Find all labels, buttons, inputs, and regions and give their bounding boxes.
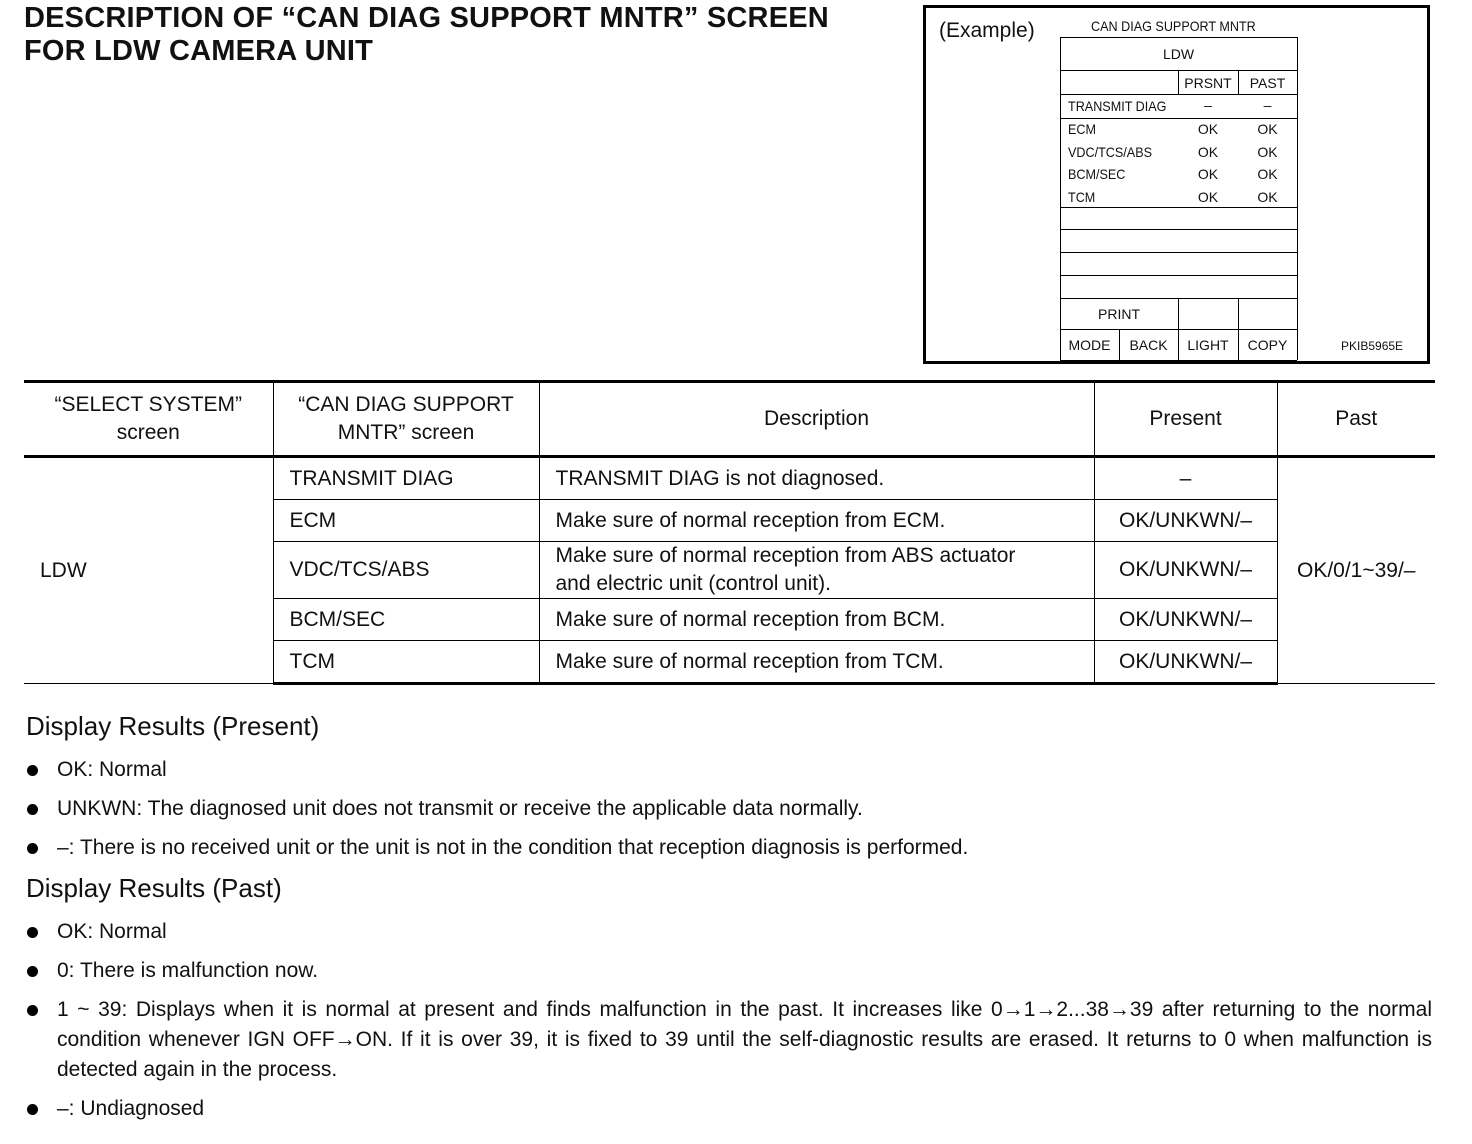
item-cell: BCM/SEC [273,599,539,641]
list-item: –: Undiagnosed [24,1094,1432,1124]
header-description: Description [539,382,1094,457]
present-cell: OK/UNKWN/– [1094,641,1277,684]
list-item: 1 ~ 39: Displays when it is normal at present and finds malfunction in the past. It increases like 0→1→2...38→39 after returning to the normal condition whenever IGN OFF→ON. If it is over 39, it is fixed to 39 until the self-diagnostic results are erased. It returns to 0 when malfunction is detected again in the process. [24,995,1432,1085]
example-system: LDW [1162,46,1195,62]
header-select-system [24,382,273,457]
example-row-present: OK [1197,144,1219,160]
example-col-past: PAST [1249,75,1286,91]
list-item: OK: Normal [24,917,1432,947]
example-row-present: OK [1197,189,1219,205]
description-cell: Make sure of normal reception from BCM. [539,599,1094,641]
table-header-row [24,382,1435,457]
example-print-button: PRINT [1098,306,1140,322]
item-cell: TRANSMIT DIAG [273,457,539,500]
table-row [24,457,1435,500]
present-cell: OK/UNKWN/– [1094,500,1277,542]
list-item: –: There is no received unit or the unit is not in the condition that reception diagnosis is performed. [24,833,968,863]
present-results-heading: Display Results (Present) [26,711,320,741]
past-results-heading: Display Results (Past) [26,873,282,903]
example-illustration [923,5,1430,364]
header-select-system-line-2: screen [116,421,180,444]
page-title-line-1: DESCRIPTION OF “CAN DIAG SUPPORT MNTR” SCREEN [24,2,829,34]
item-cell: TCM [273,641,539,684]
example-screen-title: CAN DIAG SUPPORT MNTR [1091,18,1256,34]
screen-line [1060,94,1297,95]
list-item: OK: Normal [24,755,968,785]
example-back-button: BACK [1129,337,1168,353]
example-copy-button: COPY [1247,337,1288,353]
example-col-present: PRSNT [1184,75,1232,91]
screen-line [1060,229,1297,230]
description-cell: Make sure of normal reception from TCM. [539,641,1094,684]
header-present: Present [1094,382,1277,457]
system-cell: LDW [24,457,273,684]
header-select-system-line-1: “SELECT SYSTEM” [54,393,242,416]
figure-code: PKIB5965E [1341,339,1404,353]
example-row-present: – [1204,97,1212,113]
example-row-name: TCM [1068,189,1096,205]
present-cell: – [1094,457,1277,500]
description-cell [539,542,1094,599]
example-row-name: VDC/TCS/ABS [1068,144,1153,160]
header-can-diag-line-2: MNTR” screen [337,421,475,444]
example-mode-button: MODE [1068,337,1111,353]
example-row-past: OK [1257,144,1278,160]
header-can-diag [273,382,539,457]
present-cell: OK/UNKWN/– [1094,542,1277,599]
present-cell: OK/UNKWN/– [1094,599,1277,641]
description-line-2: and electric unit (control unit). [555,572,831,595]
example-row-past: OK [1257,189,1278,205]
example-label: (Example) [939,19,1035,42]
example-row-name: ECM [1068,121,1097,137]
list-item: UNKWN: The diagnosed unit does not transmit or receive the applicable data normally. [24,794,968,824]
example-row-past: – [1263,97,1272,113]
page-title-line-2: FOR LDW CAMERA UNIT [24,35,374,67]
screen-line [1060,252,1297,253]
page-title [24,2,829,68]
can-diag-table [24,380,1435,685]
example-row-name: BCM/SEC [1068,166,1126,182]
past-cell: OK/0/1~39/– [1277,457,1435,684]
example-light-button: LIGHT [1187,337,1229,353]
example-row-past: OK [1257,121,1278,137]
screen-line [1060,118,1297,119]
example-row-name: TRANSMIT DIAG [1068,98,1167,114]
present-results-list [24,755,968,863]
example-row-present: OK [1197,166,1219,182]
description-line-1: Make sure of normal reception from ABS actuator [555,544,1016,567]
header-past: Past [1277,382,1435,457]
past-results-list [24,917,1432,1124]
example-row-present: OK [1197,121,1219,137]
item-cell: VDC/TCS/ABS [273,542,539,599]
screen-line [1060,360,1297,361]
screen-line [1060,275,1297,276]
header-can-diag-line-1: “CAN DIAG SUPPORT [298,393,514,416]
screen-line [1060,207,1297,208]
description-cell: TRANSMIT DIAG is not diagnosed. [539,457,1094,500]
example-row-past: OK [1257,166,1278,182]
description-cell: Make sure of normal reception from ECM. [539,500,1094,542]
list-item: 0: There is malfunction now. [24,956,1432,986]
screen-line [1060,37,1297,38]
screen-line [1297,37,1298,360]
item-cell: ECM [273,500,539,542]
